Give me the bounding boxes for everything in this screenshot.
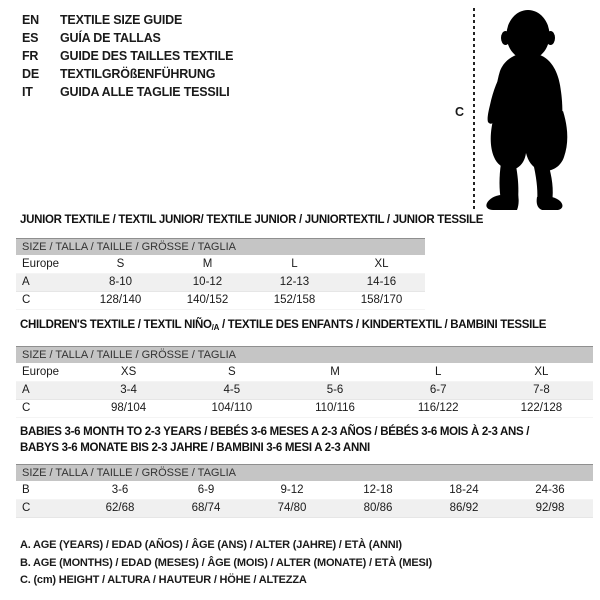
size-cell: 6-7 <box>429 384 447 396</box>
table-row <box>16 292 425 310</box>
size-cell: M <box>202 258 213 270</box>
size-cell: 18-24 <box>449 484 479 496</box>
babies-title-line1: BABIES 3-6 MONTH TO 2-3 YEARS / BEBÉS 3-6 MESES A 2-3 AÑOS / BÉBÉS 3-6 MOIS À 2-3 ANS / <box>20 426 530 438</box>
row-label: C <box>22 502 31 514</box>
size-cell: 92/98 <box>535 502 565 514</box>
size-cell: 158/170 <box>360 294 403 306</box>
size-cell: 128/140 <box>99 294 142 306</box>
footnote: C. (cm) HEIGHT / ALTURA / HAUTEUR / HÖHE / ALTEZZA <box>20 574 307 586</box>
measure-label-c: C <box>455 105 465 119</box>
height-measure-line <box>473 8 475 210</box>
row-label: C <box>22 294 31 306</box>
table-row <box>16 256 425 274</box>
size-cell: M <box>330 366 340 378</box>
language-code: FR <box>22 49 39 63</box>
children-title-pre: CHILDREN'S TEXTILE / TEXTIL NIÑO <box>20 319 212 331</box>
size-cell: 8-10 <box>108 276 133 288</box>
table-row <box>16 482 593 500</box>
junior-table-title: JUNIOR TEXTILE / TEXTIL JUNIOR/ TEXTILE JUNIOR / JUNIORTEXTIL / JUNIOR TESSILE <box>20 214 484 226</box>
size-cell: 7-8 <box>533 384 550 396</box>
language-row <box>22 47 233 65</box>
language-label: GUIDE DES TAILLES TEXTILE <box>60 49 234 63</box>
size-cell: 4-5 <box>223 384 241 396</box>
size-cell: 14-16 <box>366 276 397 288</box>
size-cell: 10-12 <box>192 276 223 288</box>
language-row <box>22 11 233 29</box>
table-row <box>16 274 425 292</box>
row-label: C <box>22 402 31 414</box>
size-cell: 116/122 <box>417 402 459 414</box>
language-row <box>22 83 233 101</box>
size-cell: 12-18 <box>363 484 393 496</box>
size-cell: 5-6 <box>326 384 344 396</box>
size-cell: 152/158 <box>273 294 316 306</box>
row-label: A <box>22 384 30 396</box>
language-code: IT <box>22 85 33 99</box>
size-cell: 74/80 <box>277 502 307 514</box>
babies-title-line2: BABYS 3-6 MONATE BIS 2-3 JAHRE / BAMBINI 3-6 MESI A 2-3 ANNI <box>20 442 370 454</box>
children-title-post: / TEXTILE DES ENFANTS / KINDERTEXTIL / BAMBINI TESSILE <box>219 319 547 331</box>
baby-silhouette-icon <box>482 5 600 212</box>
language-row <box>22 29 233 47</box>
table-row <box>16 500 593 518</box>
size-table-header: SIZE / TALLA / TAILLE / GRÖSSE / TAGLIA <box>16 464 593 481</box>
size-cell: 68/74 <box>191 502 221 514</box>
size-cell: XL <box>534 366 549 378</box>
size-cell: 9-12 <box>280 484 304 496</box>
row-label: Europe <box>22 258 60 270</box>
size-cell: 24-36 <box>535 484 565 496</box>
size-cell: L <box>435 366 442 378</box>
size-cell: 122/128 <box>520 402 563 414</box>
table-row <box>16 400 593 418</box>
row-label: A <box>22 276 30 288</box>
language-code: DE <box>22 67 39 81</box>
language-label: GUIDA ALLE TAGLIE TESSILI <box>60 85 230 99</box>
size-cell: 3-4 <box>120 384 137 396</box>
language-row <box>22 65 233 83</box>
size-cell: 86/92 <box>449 502 479 514</box>
size-cell: S <box>227 366 236 378</box>
footnotes <box>20 537 432 590</box>
row-label: Europe <box>22 366 60 378</box>
table-row <box>16 382 593 400</box>
size-cell: L <box>291 258 298 270</box>
children-table-title <box>20 319 546 332</box>
size-cell: XL <box>374 258 389 270</box>
size-cell: 6-9 <box>197 484 215 496</box>
size-cell: 110/116 <box>315 402 355 414</box>
children-size-table <box>16 346 593 418</box>
language-list <box>22 11 233 101</box>
language-label: TEXTILGRÖßENFÜHRUNG <box>60 67 216 81</box>
footnote: B. AGE (MONTHS) / EDAD (MESES) / ÂGE (MOIS) / ALTER (MONATE) / ETÀ (MESI) <box>20 556 432 569</box>
babies-table-title <box>20 424 529 456</box>
size-cell: S <box>116 258 125 270</box>
table-row <box>16 364 593 382</box>
size-cell: 3-6 <box>111 484 129 496</box>
size-cell: 98/104 <box>111 402 147 414</box>
row-label: B <box>22 484 30 496</box>
size-cell: 62/68 <box>105 502 135 514</box>
size-cell: 12-13 <box>279 276 310 288</box>
babies-size-table <box>16 464 593 518</box>
children-title-sub: /A <box>211 323 220 332</box>
size-table-header: SIZE / TALLA / TAILLE / GRÖSSE / TAGLIA <box>16 346 593 363</box>
footnote: A. AGE (YEARS) / EDAD (AÑOS) / ÂGE (ANS) / ALTER (JAHRE) / ETÀ (ANNI) <box>20 539 402 551</box>
language-label: TEXTILE SIZE GUIDE <box>60 13 183 27</box>
junior-size-table <box>16 238 425 310</box>
language-code: EN <box>22 13 39 27</box>
language-label: GUÍA DE TALLAS <box>60 31 161 45</box>
size-cell: 140/152 <box>186 294 229 306</box>
language-code: ES <box>22 31 39 45</box>
size-cell: 104/110 <box>211 402 253 414</box>
size-cell: XS <box>120 366 137 378</box>
size-cell: 80/86 <box>363 502 393 514</box>
height-figure <box>452 5 600 215</box>
size-table-header: SIZE / TALLA / TAILLE / GRÖSSE / TAGLIA <box>16 238 425 255</box>
